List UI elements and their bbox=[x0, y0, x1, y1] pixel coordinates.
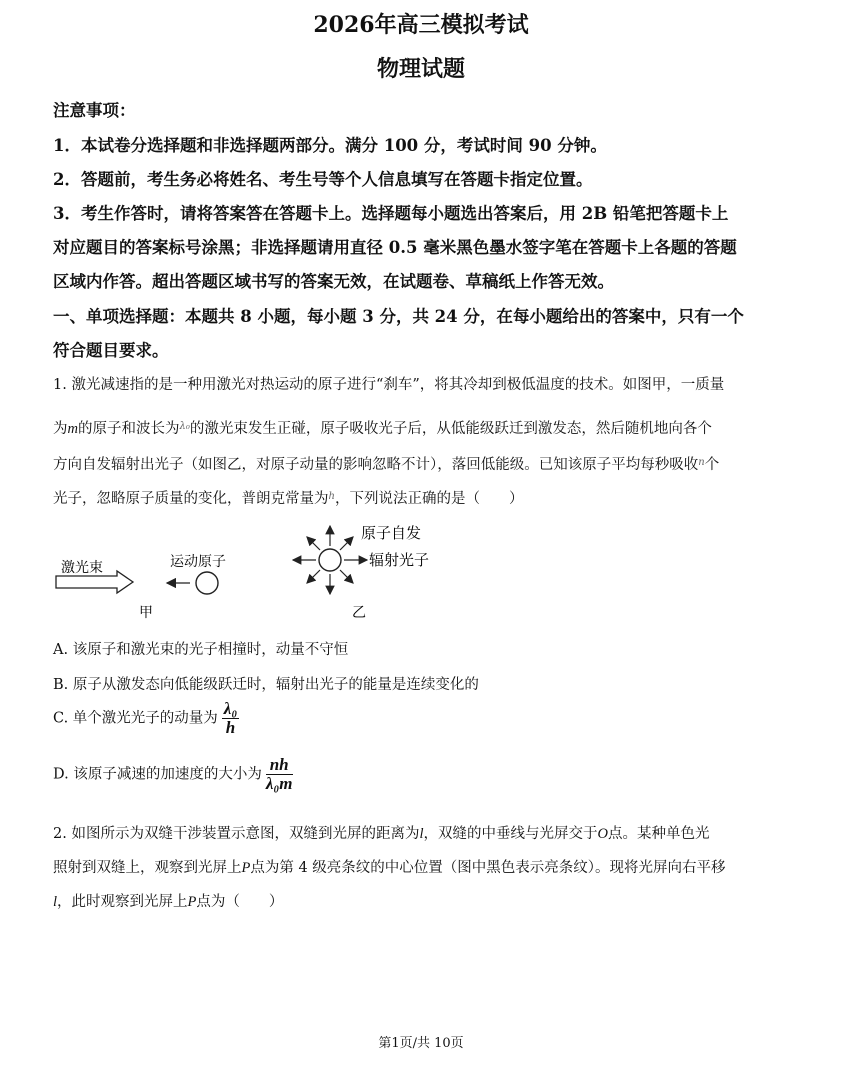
q1-text: ，下列说法正确的是（ ） bbox=[334, 491, 524, 507]
frac-denominator: h bbox=[225, 718, 236, 737]
emission-arrow-down-right bbox=[340, 570, 353, 583]
q1-line-3 bbox=[53, 453, 719, 474]
q2-text: ，此时观察到光屏上 bbox=[57, 894, 188, 910]
q1-option-a: A. 该原子和激光束的光子相撞时，动量不守恒 bbox=[53, 642, 349, 658]
q1-text: 光子，忽略原子质量的变化，普朗克常量为 bbox=[53, 491, 329, 507]
q1-option-d-text: D. 该原子减速的加速度的大小为 bbox=[53, 766, 262, 783]
emission-arrow-up-left bbox=[307, 537, 320, 550]
fraction-nh-over-lambda0m bbox=[266, 756, 293, 793]
label-spontaneous: 原子自发 bbox=[361, 524, 422, 542]
frac-numerator: nh bbox=[266, 756, 293, 775]
section1-heading-cont: 符合题目要求。 bbox=[53, 341, 169, 360]
q2-text: 点。某种单色光 bbox=[607, 826, 710, 842]
notice-item-3-cont-2: 区域内作答。超出答题区域书写的答案无效，在试题卷、草稿纸上作答无效。 bbox=[53, 272, 614, 291]
q2-text: 照射到双缝上，观察到光屏上 bbox=[53, 860, 242, 876]
q2-line-2 bbox=[53, 856, 726, 877]
fraction-lambda0-over-h bbox=[222, 700, 239, 737]
q2-text: 2. 如图所示为双缝干涉装置示意图，双缝到光屏的距离为 bbox=[53, 826, 420, 842]
label-radiated: 辐射光子 bbox=[369, 551, 430, 569]
q1-line-2 bbox=[53, 417, 712, 438]
q1-line-1: 1. 激光减速指的是一种用激光对热运动的原子进行“刹车”，将其冷却到极低温度的技术。如图甲，一质量 bbox=[53, 377, 725, 393]
var-lambda0: λ₀ bbox=[179, 421, 190, 432]
q1-text: 为 bbox=[53, 421, 68, 437]
q1-text: 的原子和波长为 bbox=[77, 421, 180, 437]
var-P: P bbox=[187, 894, 197, 910]
label-yi: 乙 bbox=[352, 605, 366, 621]
q1-option-c-text: C. 单个激光光子的动量为 bbox=[53, 710, 218, 727]
q1-option-d bbox=[53, 756, 293, 793]
q1-option-c bbox=[53, 700, 239, 737]
notice-item-3: 3．考生作答时，请将答案答在答题卡上。选择题每小题选出答案后，用 2B 铅笔把答题卡上 bbox=[53, 204, 729, 223]
notice-item-3-cont-1: 对应题目的答案标号涂黑；非选择题请用直径 0.5 毫米黑色墨水签字笔在答题卡上各题的答题 bbox=[53, 238, 737, 257]
q1-text: 的激光束发生正碰，原子吸收光子后，从低能级跃迁到激发态，然后随机地向各个 bbox=[189, 421, 712, 437]
var-l: l bbox=[419, 826, 424, 842]
frac-denominator: λ₀m bbox=[265, 774, 293, 793]
emission-arrow-up-right bbox=[340, 537, 353, 550]
notice-item-2: 2．答题前，考生务必将姓名、考生号等个人信息填写在答题卡指定位置。 bbox=[53, 170, 593, 189]
label-jia: 甲 bbox=[139, 605, 153, 621]
q1-text: 方向自发辐射出光子（如图乙，对原子动量的影响忽略不计），落回低能级。已知该原子平均每秒吸收 bbox=[53, 457, 699, 473]
section1-heading: 一、单项选择题：本题共 8 小题，每小题 3 分，共 24 分，在每小题给出的答案中，只有一个 bbox=[53, 307, 744, 326]
exam-title: 2026年高三模拟考试 bbox=[313, 12, 529, 38]
var-l: l bbox=[53, 894, 58, 910]
frac-numerator: λ₀ bbox=[223, 699, 238, 718]
notice-item-1: 1．本试卷分选择题和非选择题两部分。满分 100 分，考试时间 90 分钟。 bbox=[53, 136, 607, 155]
emitting-atom bbox=[319, 549, 341, 571]
label-moving-atom: 运动原子 bbox=[170, 554, 226, 570]
var-O: O bbox=[597, 826, 608, 842]
notice-heading: 注意事项： bbox=[53, 101, 136, 120]
q2-line-3 bbox=[53, 890, 283, 911]
q1-figure bbox=[53, 520, 473, 625]
q2-line-1 bbox=[53, 822, 709, 843]
q1-text: 个 bbox=[704, 457, 720, 473]
q2-text: 点为（ ） bbox=[196, 894, 284, 910]
q1-line-4 bbox=[53, 487, 523, 508]
moving-atom bbox=[196, 572, 218, 594]
label-laser: 激光束 bbox=[61, 560, 103, 576]
var-m: m bbox=[67, 421, 78, 437]
var-P: P bbox=[241, 860, 251, 876]
emission-arrow-down-left bbox=[307, 570, 320, 583]
subject-title: 物理试题 bbox=[376, 56, 465, 82]
q2-text: 点为第 4 级亮条纹的中心位置（图中黑色表示亮条纹）。现将光屏向右平移 bbox=[250, 860, 726, 876]
q2-text: ，双缝的中垂线与光屏交于 bbox=[423, 826, 598, 842]
q1-option-b: B. 原子从激发态向低能级跃迁时，辐射出光子的能量是连续变化的 bbox=[53, 677, 479, 693]
page-number: 第1页/共 10页 bbox=[378, 1036, 464, 1051]
var-h: h bbox=[328, 491, 335, 502]
var-n: n bbox=[698, 457, 705, 468]
